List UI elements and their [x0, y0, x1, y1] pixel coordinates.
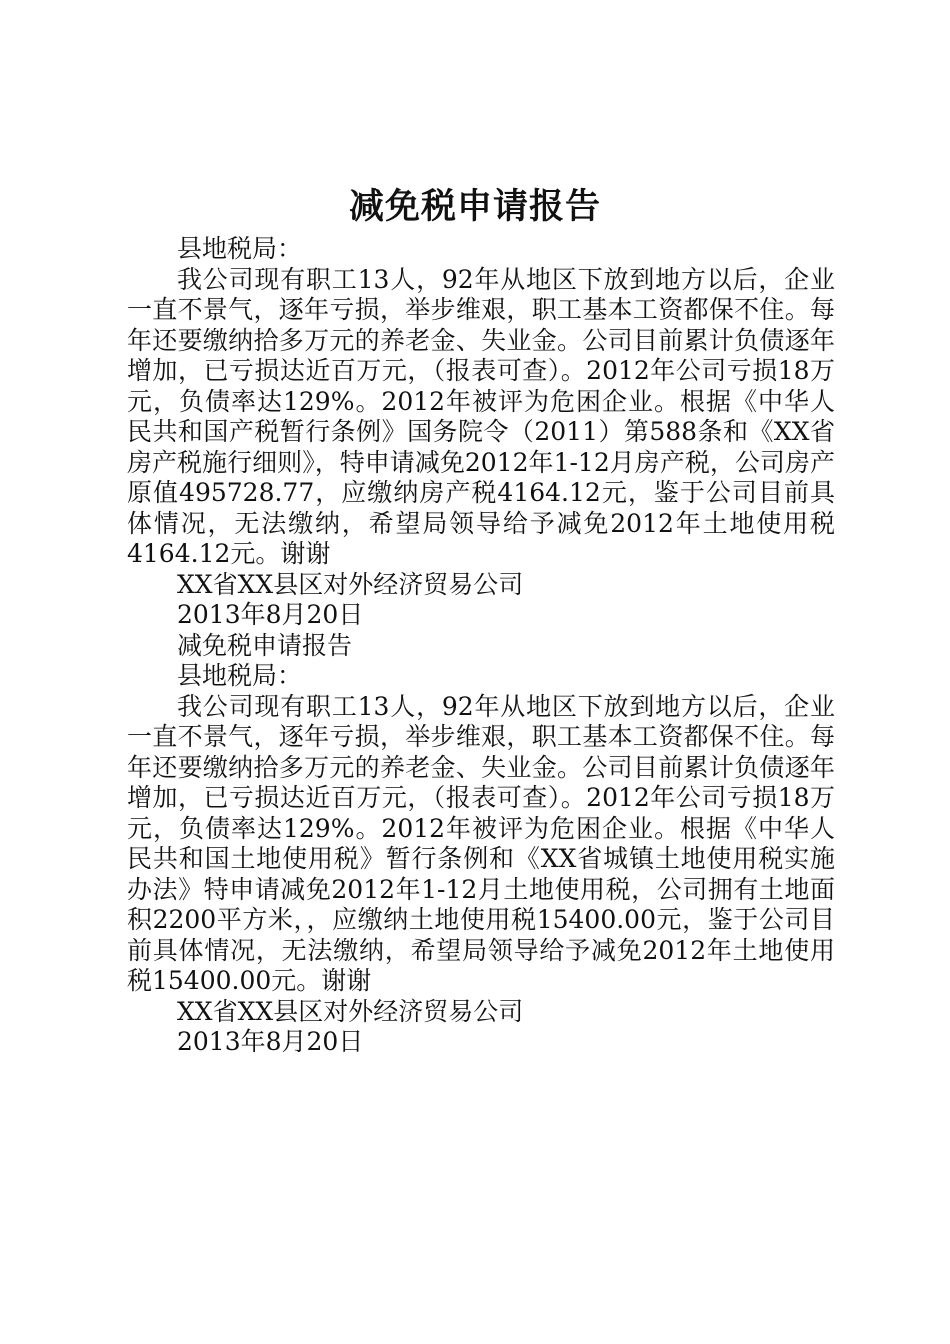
- salutation-1: 县地税局：: [177, 234, 303, 263]
- date-1: 2013年8月20日: [177, 600, 364, 629]
- salutation-2: 县地税局：: [177, 661, 303, 690]
- body-paragraph-2: 我公司现有职工13人，92年从地区下放到地方以后，企业一直不景气，逐年亏损，举步维艰，职工基本工资都保不住。每年还要缴纳拾多万元的养老金、失业金。公司目前累计负债逐年增加，已亏损达近百万元，（报表可查）。2012年公司亏损18万元，负债率达129%。2012年被评为危困企业。根据《中华人民共和国土地使用税》暂行条例和《XX省城镇土地使用税实施办法》特申请减免2012年1-12月土地使用税，公司拥有土地面积2200平方米，，应缴纳土地使用税15400.00元，鉴于公司目前具体情况，无法缴纳，希望局领导给予减免2012年土地使用税15400.00元。谢谢: [127, 691, 835, 995]
- date-2: 2013年8月20日: [177, 1027, 364, 1056]
- body-paragraph-1: 我公司现有职工13人，92年从地区下放到地方以后，企业一直不景气，逐年亏损，举步维艰，职工基本工资都保不住。每年还要缴纳拾多万元的养老金、失业金。公司目前累计负债逐年增加，已亏损达近百万元，（报表可查）。2012年公司亏损18万元，负债率达129%。2012年被评为危困企业。根据《中华人民共和国产税暂行条例》国务院令（2011）第588条和《XX省房产税施行细则》，特申请减免2012年1-12月房产税，公司房产原值495728.77，应缴纳房产税4164.12元，鉴于公司目前具体情况，无法缴纳，希望局领导给予减免2012年土地使用税4164.12元。谢谢: [127, 264, 835, 568]
- document-body: [127, 234, 835, 1058]
- document-title: 减免税申请报告: [348, 186, 601, 227]
- signature-2: XX省XX县区对外经济贸易公司: [177, 996, 524, 1026]
- signature-1: XX省XX县区对外经济贸易公司: [177, 569, 524, 599]
- section-heading-2: 减免税申请报告: [177, 630, 353, 660]
